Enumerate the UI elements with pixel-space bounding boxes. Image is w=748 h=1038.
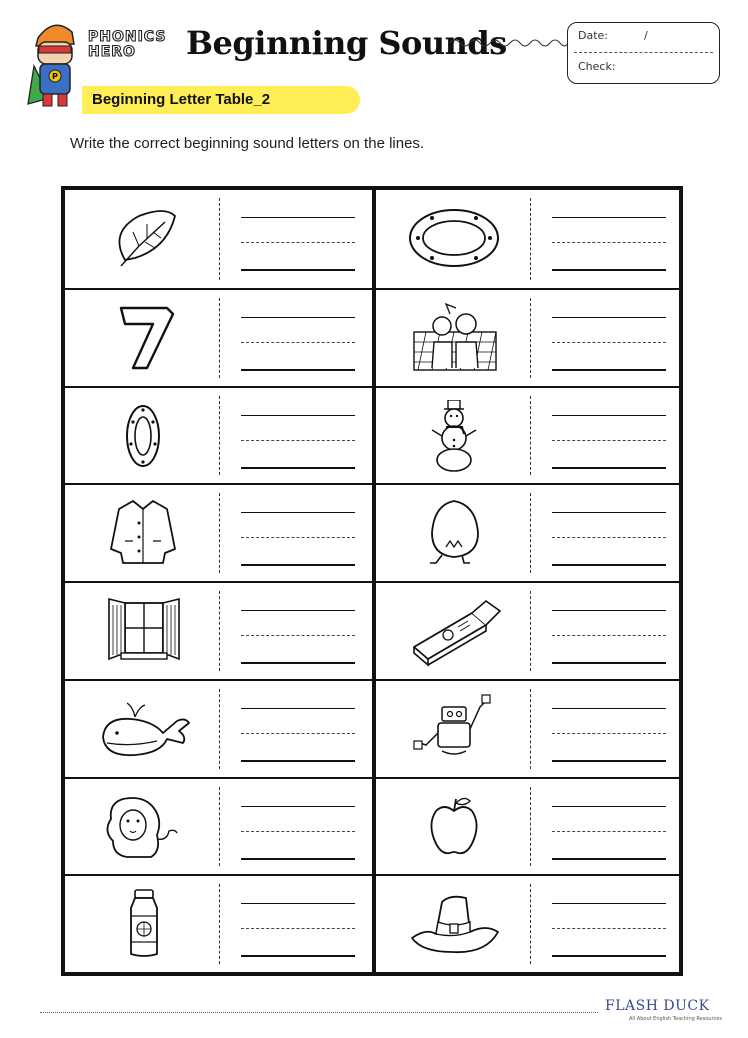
worksheet-table xyxy=(61,186,683,976)
page-title: Beginning Sounds xyxy=(186,24,507,62)
table-row-left-1 xyxy=(65,190,372,288)
answer-line-middle[interactable] xyxy=(241,242,355,243)
answer-line-middle[interactable] xyxy=(552,342,666,343)
cell-divider xyxy=(530,884,531,964)
answer-line-middle[interactable] xyxy=(552,831,666,832)
cell-divider xyxy=(530,198,531,280)
svg-text:P: P xyxy=(52,72,58,81)
answer-line-top[interactable] xyxy=(552,903,666,904)
answer-line-top[interactable] xyxy=(552,317,666,318)
answer-line-top[interactable] xyxy=(241,708,355,709)
date-label: Date: xyxy=(578,29,608,42)
answer-line-base[interactable] xyxy=(241,564,355,566)
cell-divider xyxy=(219,198,220,280)
date-divider xyxy=(574,52,713,53)
answer-line-base[interactable] xyxy=(241,662,355,664)
logo-text: FLASH DUCK xyxy=(605,998,710,1014)
leaf-icon xyxy=(95,202,193,274)
lion-icon xyxy=(95,791,193,863)
cell-divider xyxy=(219,298,220,378)
table-row-left-6 xyxy=(65,679,372,777)
snowman-icon xyxy=(406,400,504,472)
answer-line-middle[interactable] xyxy=(552,440,666,441)
answer-line-top[interactable] xyxy=(241,415,355,416)
table-row-right-1 xyxy=(376,190,683,288)
answer-line-base[interactable] xyxy=(552,662,666,664)
answer-line-middle[interactable] xyxy=(241,733,355,734)
decorative-squiggle xyxy=(450,36,568,50)
answer-line-top[interactable] xyxy=(241,217,355,218)
answer-line-middle[interactable] xyxy=(552,733,666,734)
brand-line-1: PHONICS xyxy=(88,29,167,45)
answer-line-middle[interactable] xyxy=(552,928,666,929)
logo-tagline: All About English Teaching Resources xyxy=(629,1016,722,1022)
answer-line-top[interactable] xyxy=(241,317,355,318)
answer-line-top[interactable] xyxy=(552,610,666,611)
answer-line-middle[interactable] xyxy=(241,342,355,343)
cell-divider xyxy=(219,689,220,769)
table-row-right-7 xyxy=(376,777,683,875)
yogurt-icon xyxy=(95,888,193,960)
instruction-text: Write the correct beginning sound letters on the lines. xyxy=(70,135,425,152)
table-row-right-5 xyxy=(376,581,683,679)
check-label: Check: xyxy=(578,60,616,73)
answer-line-base[interactable] xyxy=(552,858,666,860)
cell-divider xyxy=(530,298,531,378)
zero-icon xyxy=(95,400,193,472)
robot-icon xyxy=(406,693,504,765)
answer-line-base[interactable] xyxy=(241,760,355,762)
answer-line-top[interactable] xyxy=(241,903,355,904)
answer-line-middle[interactable] xyxy=(241,440,355,441)
table-row-left-5 xyxy=(65,581,372,679)
answer-line-base[interactable] xyxy=(552,369,666,371)
brand-logo xyxy=(88,30,180,70)
table-row-left-4 xyxy=(65,483,372,581)
answer-line-top[interactable] xyxy=(241,806,355,807)
answer-line-top[interactable] xyxy=(241,512,355,513)
answer-line-base[interactable] xyxy=(241,858,355,860)
cell-divider xyxy=(219,591,220,671)
table-row-left-8 xyxy=(65,874,372,972)
table-row-right-3 xyxy=(376,386,683,484)
answer-line-base[interactable] xyxy=(241,269,355,271)
answer-line-base[interactable] xyxy=(552,269,666,271)
table-row-right-4 xyxy=(376,483,683,581)
answer-line-top[interactable] xyxy=(552,217,666,218)
answer-line-top[interactable] xyxy=(552,512,666,513)
whale-icon xyxy=(95,693,193,765)
table-row-right-2 xyxy=(376,288,683,386)
brand-line-2: HERO xyxy=(88,44,136,60)
answer-line-top[interactable] xyxy=(241,610,355,611)
answer-line-base[interactable] xyxy=(552,467,666,469)
answer-line-top[interactable] xyxy=(552,806,666,807)
egg-icon xyxy=(406,497,504,569)
table-row-left-2 xyxy=(65,288,372,386)
table-row-left-7 xyxy=(65,777,372,875)
cell-divider xyxy=(530,689,531,769)
cell-divider xyxy=(530,591,531,671)
footer-dotted-line xyxy=(40,1012,598,1013)
answer-line-top[interactable] xyxy=(552,708,666,709)
date-separator: / xyxy=(644,29,648,42)
cell-divider xyxy=(219,884,220,964)
coat-icon xyxy=(95,497,193,569)
cell-divider xyxy=(219,396,220,476)
answer-line-base[interactable] xyxy=(552,760,666,762)
net-icon xyxy=(406,302,504,374)
apple-icon xyxy=(406,791,504,863)
hat-icon xyxy=(406,888,504,960)
answer-line-base[interactable] xyxy=(552,564,666,566)
answer-line-middle[interactable] xyxy=(241,928,355,929)
answer-line-middle[interactable] xyxy=(552,537,666,538)
answer-line-middle[interactable] xyxy=(552,242,666,243)
seven-icon xyxy=(95,302,193,374)
answer-line-base[interactable] xyxy=(241,467,355,469)
answer-line-base[interactable] xyxy=(552,955,666,957)
answer-line-middle[interactable] xyxy=(552,635,666,636)
subtitle-banner xyxy=(82,86,360,114)
table-row-right-8 xyxy=(376,874,683,972)
answer-line-middle[interactable] xyxy=(241,635,355,636)
cell-divider xyxy=(530,787,531,867)
cell-divider xyxy=(219,493,220,573)
window-icon xyxy=(95,595,193,667)
cell-divider xyxy=(219,787,220,867)
answer-line-middle[interactable] xyxy=(241,537,355,538)
gum-icon xyxy=(406,595,504,667)
phonics-hero-mascot-icon xyxy=(24,18,84,110)
oval-icon xyxy=(406,202,504,274)
cell-divider xyxy=(530,493,531,573)
table-row-right-6 xyxy=(376,679,683,777)
answer-line-top[interactable] xyxy=(552,415,666,416)
subtitle-text: Beginning Letter Table_2 xyxy=(92,91,271,108)
date-check-box xyxy=(567,22,720,84)
answer-line-base[interactable] xyxy=(241,955,355,957)
table-row-left-3 xyxy=(65,386,372,484)
answer-line-middle[interactable] xyxy=(241,831,355,832)
answer-line-base[interactable] xyxy=(241,369,355,371)
cell-divider xyxy=(530,396,531,476)
flashduck-logo xyxy=(605,998,725,1024)
